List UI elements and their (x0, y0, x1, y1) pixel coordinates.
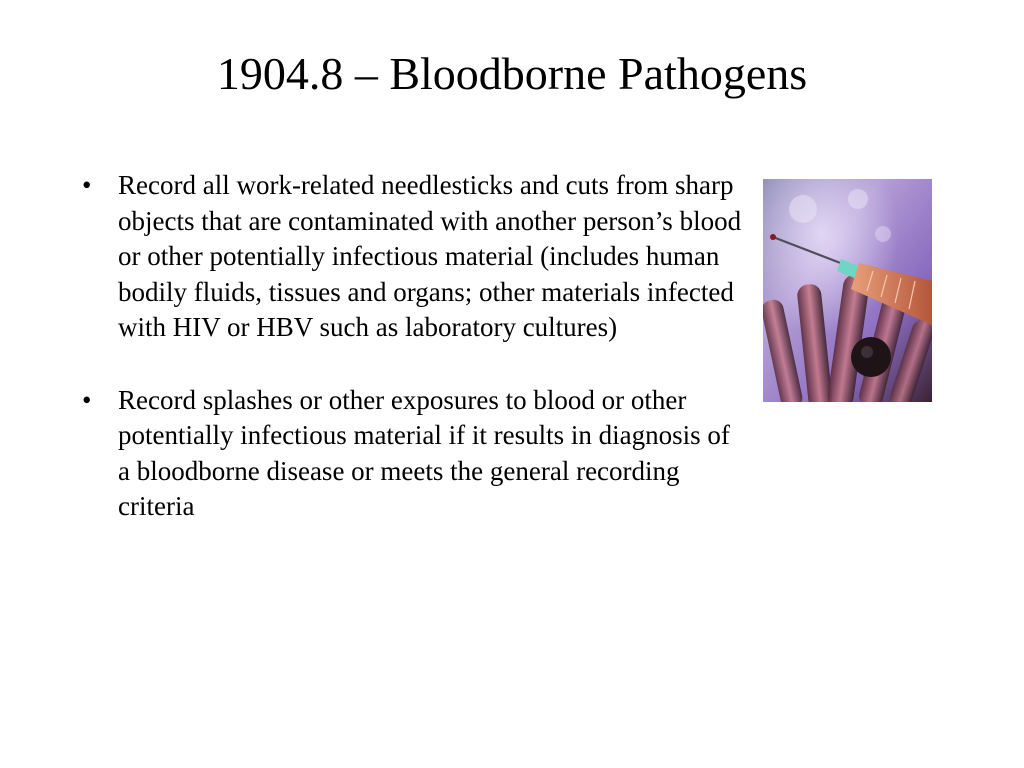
bullet-text: Record all work-related needlesticks and cuts from sharp objects that are contaminated with another person’s blood or other potentially infectious material (includes human bodily fluids, tissues and organs; other materials infected with HIV or HBV such as laboratory cultures) (118, 170, 742, 342)
bullet-list (82, 168, 742, 562)
bullet-marker: • (82, 170, 92, 200)
syringe-photo (763, 179, 932, 402)
bullet-marker: • (82, 384, 92, 415)
bullet-item-splashes (82, 383, 742, 525)
slide-title: 1904.8 – Bloodborne Pathogens (216, 48, 808, 99)
bullet-text: Record splashes or other exposures to blood or other potentially infectious material if it results in diagnosis of a bloodborne disease or meets the general recording criteria (118, 384, 730, 521)
bullet-item-needlesticks (82, 168, 742, 346)
